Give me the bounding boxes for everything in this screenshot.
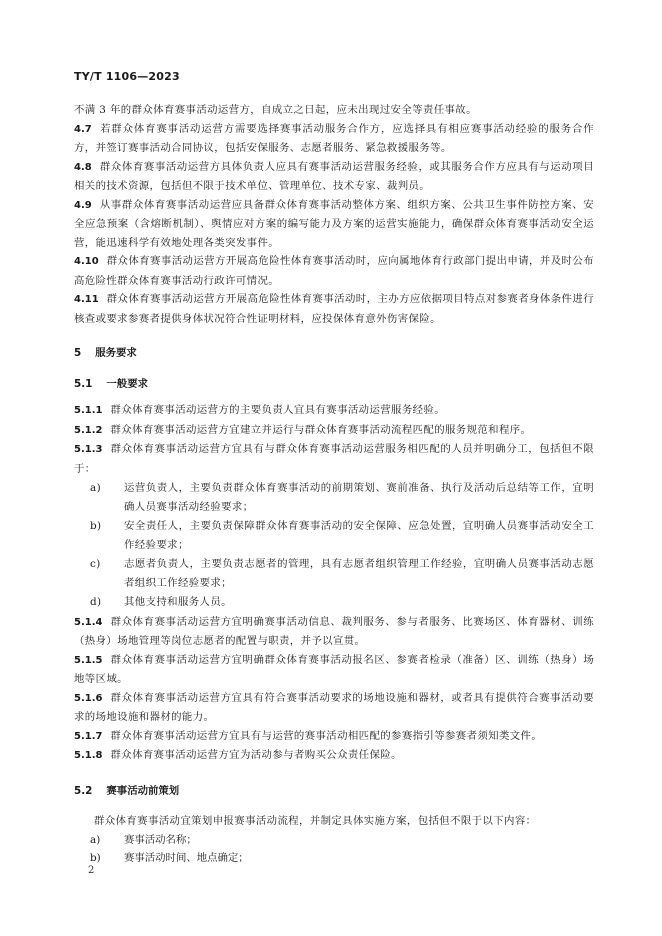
clause-5-1-8 [74,746,594,766]
list-marker: a) [90,482,102,494]
section-intro: 群众体育赛事活动宜策划申报赛事活动流程，并制定具体实施方案，包括但不限于以下内容： [94,815,537,827]
clause-text: 群众体育赛事活动运营方开展高危险性体育赛事活动时，应向属地体育行政部门提出申请，并及时公布高危险性群众体育赛事活动行政许可情况。 [74,255,594,287]
clause-4-9 [74,196,594,253]
clause-number: 5.1.1 [74,405,103,416]
list-text: 赛事活动时间、地点确定； [124,852,249,864]
clause-5-1-2 [74,421,594,441]
clause-number: 5.1.2 [74,424,103,436]
section-number: 5.2 [74,784,93,797]
clause-5-1-1 [74,401,594,421]
clause-number: 5.1.5 [74,654,103,666]
clause-number: 5.1.4 [74,616,103,628]
section-number: 5 [74,347,82,359]
list-item [74,593,594,612]
list-marker: c) [90,558,101,570]
clause-4-10 [74,252,594,290]
list-text: 运营负责人，主要负责群众体育赛事活动的前期策划、赛前准备、执行及活动后总结等工作，宜明确人员赛事活动经验要求； [124,482,594,513]
list-item [74,849,594,868]
clause-number: 5.1.3 [74,444,103,455]
clause-5-1-6 [74,689,594,727]
clause-text: 群众体育赛事活动运营方宜为活动参与者购买公众责任保险。 [110,749,402,761]
clause-text: 群众体育赛事活动运营方宜明确赛事活动信息、裁判服务、参与者服务、比赛场区、体育器材、训练（热身）场地管理等岗位志愿者的配置与职责，并予以宣贯。 [74,615,594,647]
section-heading-5 [74,344,594,363]
list-item [74,555,594,592]
section-title: 服务要求 [95,347,137,359]
list-text: 安全责任人，主要负责保障群众体育赛事活动的安全保障、应急处置，宜明确人员赛事活动安全工作经验要求； [124,520,594,551]
section-heading-5-1 [74,375,594,394]
clause-text: 群众体育赛事活动运营方的主要负责人宜具有赛事活动运营服务经验。 [110,404,445,416]
clause-5-1-3 [74,440,594,478]
clause-number: 4.7 [74,123,92,135]
clause-number: 4.10 [74,256,99,267]
clause-text: 群众体育赛事活动运营方宜具有与群众体育赛事活动运营服务相匹配的人员并明确分工，包括但不限于： [74,443,594,475]
clause-4-7 [74,120,594,158]
clause-text: 若群众体育赛事活动运营方需要选择赛事活动服务合作方，应选择具有相应赛事活动经验的服务合作方，并签订赛事活动合同协议，包括安保服务、志愿者服务、紧急救援服务等。 [74,122,594,154]
clause-5-1-7 [74,727,594,747]
clause-text: 群众体育赛事活动运营方宜建立并运行与群众体育赛事活动流程匹配的服务规范和程序。 [110,423,532,436]
section-title: 赛事活动前策划 [106,784,180,797]
clause-text: 从事群众体育赛事活动运营应具备群众体育赛事活动整体方案、组织方案、公共卫生事件防控方案、安全应急预案（含熔断机制）、舆情应对方案的编写能力及方案的运营实施能力，确保群众体育赛事活动安全运营，能迅速科学有效地处理各类突发事件。 [74,198,594,249]
list-marker: d) [90,596,102,608]
clause-number: 4.9 [74,199,92,211]
page-number: 2 [88,865,95,876]
list-item [74,479,594,516]
clause-5-1-4 [74,613,594,651]
paragraph-continuation: 不满 3 年的群众体育赛事活动运营方，自成立之日起，应未出现过安全等责任事故。 [74,104,477,116]
clause-text: 群众体育赛事活动运营方具体负责人应具有赛事活动运营服务经验，或其服务合作方应具有与运动项目相关的技术资源，包括但不限于技术单位、管理单位、技术专家、裁判员。 [74,160,594,192]
section-heading-5-2 [74,782,594,801]
clause-number: 5.1.6 [74,692,103,704]
clause-text: 群众体育赛事活动运营方宜明确群众体育赛事活动报名区、参赛者检录（准备）区、训练（热身）场地等区域。 [74,653,594,685]
list-text: 赛事活动名称； [124,833,197,846]
list-item [74,831,594,850]
document-body [74,101,594,868]
section-title: 一般要求 [106,377,148,390]
clause-number: 5.1.8 [74,750,103,761]
clause-text: 群众体育赛事活动运营方开展高危险性体育赛事活动时，主办方应依据项目特点对参赛者身体条件进行核查或要求参赛者提供身体状况符合性证明材料，应投保体育意外伤害保险。 [74,293,594,325]
section-number: 5.1 [74,377,93,390]
clause-4-8 [74,158,594,196]
clause-4-11 [74,290,594,328]
clause-number: 4.11 [74,294,99,305]
clause-text: 群众体育赛事活动运营方宜具有与运营的赛事活动相匹配的参赛指引等参赛者须知类文件。 [110,729,543,742]
document-code-header: TY/T 1106—2023 [74,70,180,83]
list-marker: b) [90,520,102,532]
list-text: 其他支持和服务人员。 [124,596,232,608]
clause-5-1-5 [74,651,594,689]
list-text: 志愿者负责人，主要负责志愿者的管理，具有志愿者组织管理工作经验，宜明确人员赛事活动志愿者组织工作经验要求； [124,558,594,589]
list-item [74,517,594,554]
list-marker: a) [90,833,101,846]
clause-number: 4.8 [74,161,92,173]
list-marker: b) [90,852,101,864]
clause-text: 群众体育赛事活动运营方宜具有符合赛事活动要求的场地设施和器材，或者具有提供符合赛事活动要求的场地设施和器材的能力。 [74,691,594,723]
clause-number: 5.1.7 [74,730,103,742]
